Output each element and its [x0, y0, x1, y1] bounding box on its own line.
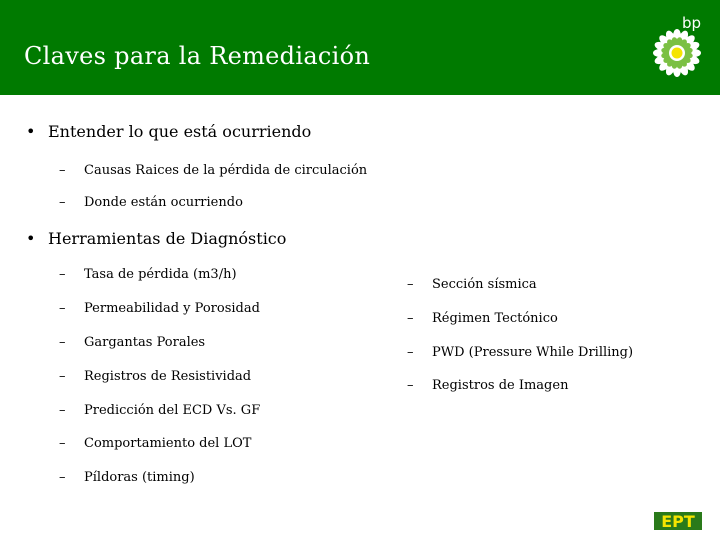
bullet-dot: • — [26, 229, 36, 248]
sub-item: – Gargantas Porales — [59, 335, 206, 350]
sub-item: – Causas Raices de la pérdida de circulación — [59, 163, 368, 178]
sub-item: – Permeabilidad y Porosidad — [59, 301, 260, 316]
bullet-2-label: Herramientas de Diagnóstico — [48, 229, 287, 248]
sub-item: – Sección sísmica — [407, 277, 537, 292]
sub-item: – Registros de Imagen — [407, 378, 569, 393]
sub-item-text: Gargantas Porales — [84, 335, 206, 350]
logo-center — [672, 48, 683, 59]
sub-item-text: Donde están ocurriendo — [84, 195, 243, 210]
sub-item: – Comportamiento del LOT — [59, 436, 252, 451]
ept-logo — [654, 512, 702, 530]
ept-logo-text: EPT — [661, 512, 695, 530]
sub-item-text: Registros de Resistividad — [84, 369, 252, 384]
sub-item: – PWD (Pressure While Drilling) — [407, 345, 634, 360]
sub-item-text: Píldoras (timing) — [84, 470, 195, 485]
sub-item: – Tasa de pérdida (m3/h) — [59, 267, 237, 282]
sub-item-text: Permeabilidad y Porosidad — [84, 301, 260, 316]
header-bar — [0, 0, 720, 95]
bullet-1 — [26, 122, 312, 141]
sub-item-text: Comportamiento del LOT — [84, 436, 252, 451]
sub-item-text: Causas Raices de la pérdida de circulación — [84, 163, 368, 178]
slide-content — [0, 95, 720, 540]
sub-item-text: PWD (Pressure While Drilling) — [432, 345, 634, 360]
sub-item-text: Tasa de pérdida (m3/h) — [84, 267, 237, 282]
sub-item: – Píldoras (timing) — [59, 470, 195, 485]
brand-text: bp — [682, 14, 702, 32]
slide-title: Claves para la Remediación — [24, 42, 371, 70]
sub-item: – Donde están ocurriendo — [59, 195, 243, 210]
bullet-1-label: Entender lo que está ocurriendo — [48, 122, 312, 141]
sub-item-text: Registros de Imagen — [432, 378, 569, 393]
sub-item-text: Predicción del ECD Vs. GF — [84, 403, 261, 418]
bullet-2 — [26, 229, 287, 248]
sub-item: – Régimen Tectónico — [407, 311, 558, 326]
sub-item-text: Sección sísmica — [432, 277, 537, 292]
bp-helios-logo-icon — [652, 28, 702, 78]
sub-item: – Registros de Resistividad — [59, 369, 252, 384]
sub-item-text: Régimen Tectónico — [432, 311, 558, 326]
bullet-dot: • — [26, 122, 36, 141]
sub-item: – Predicción del ECD Vs. GF — [59, 403, 261, 418]
